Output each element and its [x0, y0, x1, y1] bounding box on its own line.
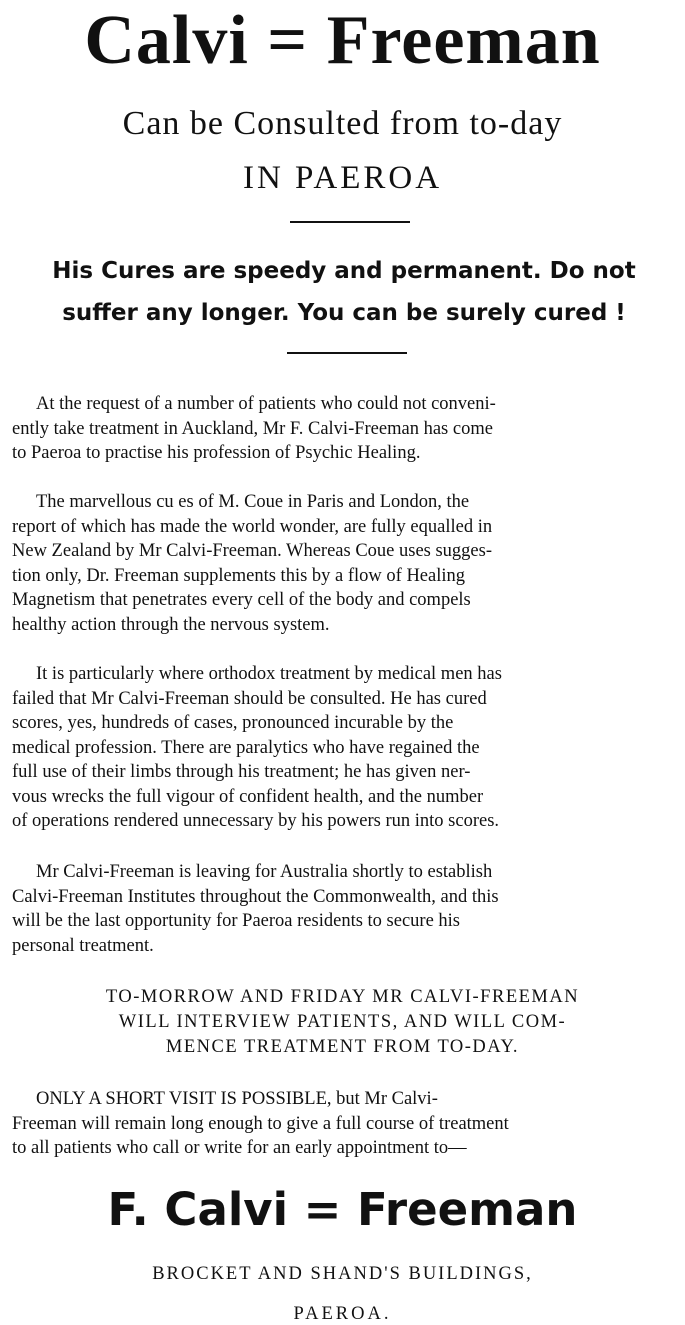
paragraph-coue — [12, 490, 684, 637]
text-line: to Paeroa to practise his profession of Psychic Healing. — [12, 443, 421, 463]
text-line: to all patients who call or write for an early appointment to— — [12, 1138, 467, 1158]
text-line: Calvi-Freeman Institutes throughout the Commonwealth, and this — [12, 886, 499, 907]
text-line: ONLY A SHORT VISIT IS POSSIBLE, but Mr Calvi- — [36, 1089, 438, 1109]
paragraph-short-visit — [12, 1087, 684, 1161]
text-line: full use of their limbs through his treatment; he has given ner- — [12, 762, 471, 782]
text-line: WILL INTERVIEW PATIENTS, AND WILL COM- — [118, 1012, 567, 1032]
paragraph-australia — [12, 860, 684, 958]
claim-line: His Cures are speedy and permanent. Do not — [52, 258, 636, 284]
text-line: Mr Calvi-Freeman is leaving for Australia shortly to establish — [36, 862, 493, 882]
text-line: healthy action through the nervous system. — [12, 614, 330, 635]
footer-town: PAEROA. — [293, 1304, 392, 1324]
location-heading: IN PAEROA — [242, 160, 443, 196]
claim-line: suffer any longer. You can be surely cured ! — [62, 300, 626, 326]
text-line: medical profession. There are paralytics who have regained the — [12, 737, 480, 758]
text-line: MENCE TREATMENT FROM TO-DAY. — [165, 1037, 520, 1057]
paragraph-request — [12, 392, 684, 466]
footer-address: BROCKET AND SHAND'S BUILDINGS, — [152, 1264, 533, 1284]
footer-name: F. Calvi = Freeman — [107, 1183, 578, 1236]
divider-rule — [290, 221, 410, 223]
text-line: vous wrecks the full vigour of confident health, and the number — [12, 786, 484, 807]
text-line: report of which has made the world wonder, are fully equalled in — [12, 516, 493, 537]
text-line: Magnetism that penetrates every cell of the body and compels — [12, 590, 471, 610]
subtitle: Can be Consulted from to-day — [122, 105, 563, 142]
text-line: TO-MORROW AND FRIDAY MR CALVI-FREEMAN — [105, 987, 580, 1007]
text-line: The marvellous cu es of M. Coue in Paris and London, the — [36, 492, 470, 512]
text-line: ently take treatment in Auckland, Mr F. Calvi-Freeman has come — [12, 418, 493, 439]
text-line: personal treatment. — [12, 935, 154, 956]
divider-rule — [287, 352, 407, 354]
text-line: At the request of a number of patients who could not conveni- — [36, 394, 496, 414]
text-line: It is particularly where orthodox treatment by medical men has — [36, 664, 502, 684]
text-line: scores, yes, hundreds of cases, pronounced incurable by the — [12, 713, 454, 733]
claim-block — [10, 250, 678, 334]
paragraph-orthodox — [12, 662, 684, 834]
text-line: Freeman will remain long enough to give a full course of treatment — [12, 1113, 509, 1134]
text-line: failed that Mr Calvi-Freeman should be consulted. He has cured — [12, 688, 487, 709]
text-line: will be the last opportunity for Paeroa residents to secure his — [12, 911, 461, 931]
text-line: New Zealand by Mr Calvi-Freeman. Whereas Coue uses sugges- — [12, 541, 493, 561]
text-line: of operations rendered unnecessary by his powers run into scores. — [12, 811, 500, 831]
paragraph-schedule — [0, 985, 685, 1060]
text-line: tion only, Dr. Freeman supplements this by a flow of Healing — [12, 565, 466, 586]
headline-name: Calvi = Freeman — [84, 2, 601, 79]
